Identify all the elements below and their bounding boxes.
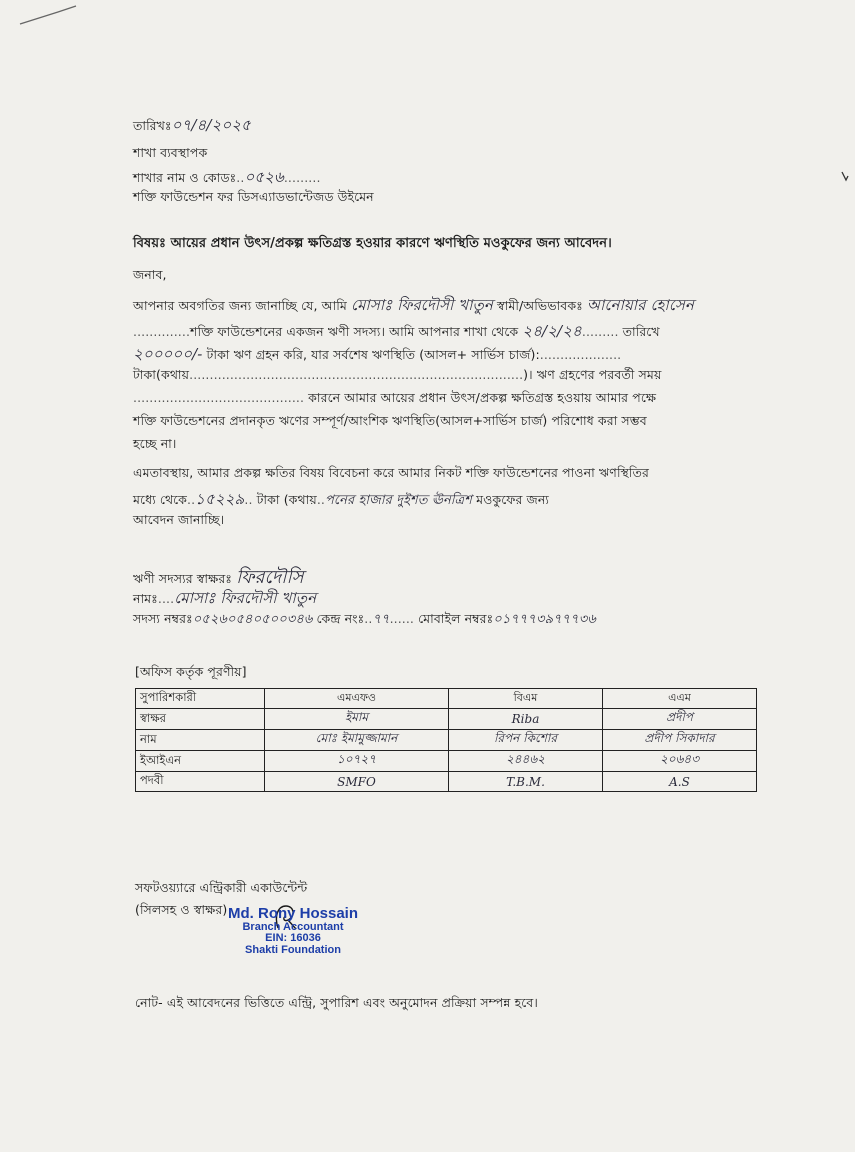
para1-line2: ..............শক্তি ফাউন্ডেশনের একজন ঋণী সদস্য। আমি আপনার শাখা থেকে ২৪/২/২৪......... তারিখে (133, 322, 660, 340)
table-header-cell: এএম (603, 689, 757, 709)
salutation: জনাব, (133, 267, 167, 282)
para2-line2: মধ্যে থেকে..১৫২২৯.. টাকা (কথায়..পনের হাজার দুইশত ঊনত্রিশ মওকুফের জন্য (133, 490, 550, 508)
loan-amount-handwritten: ২০০০০০/- (133, 345, 203, 363)
table-cell: ১০৭২৭ (265, 751, 449, 772)
member-name-label: নামঃ (133, 591, 158, 606)
para2-text: মওকুফের জন্য (476, 492, 550, 507)
para1-line4: টাকা(কথায়..................................................................................)। ঋণ গ্রহণের পরবর্তী সময় (133, 367, 662, 382)
branch-code-value: ০৫২৬ (244, 168, 284, 186)
para2-text: টাকা (কথায় (256, 492, 317, 507)
branch-code-label: শাখার নাম ও কোডঃ (133, 170, 237, 185)
row-label: পদবী (136, 772, 265, 792)
table-cell: মোঃ ইমামুজ্জামান (265, 730, 449, 751)
para1-text: আপনার অবগতির জন্য জানাচ্ছি যে, আমি (133, 298, 347, 313)
center-number-value: ৭৭ (372, 612, 390, 627)
para1-text: কারনে আমার আয়ের প্রধান উৎস/প্রকল্প ক্ষতিগ্রস্ত হওয়ায় আমার পক্ষে (308, 390, 657, 405)
member-signature: ফিরদৌসি (236, 567, 304, 588)
para1-line3: ২০০০০০/- টাকা ঋণ গ্রহন করি, যার সর্বশেষ ঋণস্থিতি (আসল+ সার্ভিস চার্জ):.................... (133, 345, 622, 363)
accountant-sub-label: (সিলসহ ও স্বাক্ষর) (135, 902, 228, 917)
row-label: ইআইএন (136, 751, 265, 772)
member-number-value: ০৫২৬০৫৪০৫০০৩৪৬ (192, 612, 313, 627)
para1-text: টাকা ঋণ গ্রহন করি, যার সর্বশেষ ঋণস্থিতি (আসল+ সার্ভিস চার্জ): (206, 347, 540, 362)
para1-line7: হচ্ছে না। (133, 436, 177, 451)
table-header-cell: সুপারিশকারী (136, 689, 265, 709)
table-cell: T.B.M. (449, 772, 603, 792)
office-use-label: [অফিস কর্তৃক পূরণীয়] (135, 664, 247, 679)
table-cell: SMFO (265, 772, 449, 792)
para1-line6: শক্তি ফাউন্ডেশনের প্রদানকৃত ঋণের সম্পূর্ণ/আংশিক ঋণস্থিতি(আসল+সার্ভিস চার্জ) পরিশোধ করা সম্ভব (133, 413, 647, 428)
member-signature-label: ঋণী সদস্যর স্বাক্ষরঃ (133, 571, 233, 586)
member-number-line: সদস্য নম্বরঃ০৫২৬০৫৪০৫০০৩৪৬ কেন্দ্র নংঃ..৭৭...... মোবাইল নম্বরঃ০১৭৭৭৩৯৭৭৭৩৬ (133, 611, 596, 627)
accountant-label: সফটওয়্যারে এন্ট্রিকারী একাউন্টেন্ট (135, 880, 308, 895)
row-label: স্বাক্ষর (136, 709, 265, 730)
table-header-cell: বিএম (449, 689, 603, 709)
waiver-amount-handwritten: ১৫২২৯ (195, 490, 245, 508)
para1-text: তারিখে (622, 324, 660, 339)
table-cell: Riba (449, 709, 603, 730)
para2-line1: এমতাবস্থায়, আমার প্রকল্প ক্ষতির বিষয় বিবেচনা করে আমার নিকট শক্তি ফাউন্ডেশনের পাওনা ঋণস্থিতির (133, 465, 649, 480)
member-number-label: সদস্য নম্বরঃ (133, 611, 193, 626)
para2-line3: আবেদন জানাচ্ছি। (133, 512, 225, 527)
table-cell: ২৪৪৬২ (449, 751, 603, 772)
accountant-stamp (228, 906, 358, 956)
para1-text: টাকা(কথায় (133, 367, 190, 382)
para1-text: )। ঋণ গ্রহণের পরবর্তী সময় (523, 367, 662, 382)
para1-line5: .......................................... কারনে আমার আয়ের প্রধান উৎস/প্রকল্প ক্ষতিগ্রস্ত হওয়ায় আমার পক্ষে (133, 390, 657, 405)
row-label: নাম (136, 730, 265, 751)
paper-edge-mark (18, 4, 78, 28)
table-row (136, 709, 757, 730)
table-row (136, 772, 757, 792)
center-number-label: কেন্দ্র নংঃ (316, 611, 365, 626)
branch-manager-label: শাখা ব্যবস্থাপক (133, 145, 208, 160)
date-value: ০৭/৪/২০২৫ (171, 116, 251, 134)
margin-tick-mark (840, 170, 850, 186)
table-header-row (136, 689, 757, 709)
member-name-handwritten: মোসাঃ ফিরদৌসী খাতুন (351, 296, 493, 314)
note-line: নোট- এই আবেদনের ভিত্তিতে এন্ট্রি, সুপারিশ এবং অনুমোদন প্রক্রিয়া সম্পন্ন হবে। (135, 995, 538, 1010)
table-cell: A.S (603, 772, 757, 792)
organization-name: শক্তি ফাউন্ডেশন ফর ডিসএ্যাডভান্টেজড উইমেন (133, 189, 374, 204)
subject-line: বিষয়ঃ আয়ের প্রধান উৎস/প্রকল্প ক্ষতিগ্রস্ত হওয়ার কারণে ঋণস্থিতি মওকুফের জন্য আবেদন। (133, 236, 612, 251)
para1-text: শক্তি ফাউন্ডেশনের একজন ঋণী সদস্য। আমি আপনার শাখা থেকে (190, 324, 519, 339)
mobile-number-label: মোবাইল নম্বরঃ (418, 611, 494, 626)
table-row (136, 751, 757, 772)
office-approval-table (135, 688, 757, 792)
loan-date-handwritten: ২৪/২/২৪ (522, 322, 582, 340)
mobile-number-value: ০১৭৭৭৩৯৭৭৭৩৬ (493, 612, 596, 627)
table-row (136, 730, 757, 751)
guardian-label: স্বামী/অভিভাবকঃ (497, 298, 583, 313)
table-cell: ২০৬৪৩ (603, 751, 757, 772)
branch-code-line: শাখার নাম ও কোডঃ..০৫২৬......... (133, 168, 321, 186)
waiver-amount-words-handwritten: পনের হাজার দুইশত ঊনত্রিশ (324, 493, 472, 508)
stamp-org: Shakti Foundation (245, 943, 341, 956)
member-name-line: নামঃ....মোসাঃ ফিরদৌসী খাতুন (133, 589, 317, 607)
stamp-title: Branch Accountant (242, 920, 344, 933)
table-cell: ইমাম (265, 709, 449, 730)
date-label: তারিখঃ (133, 118, 172, 133)
para1-line1 (133, 294, 694, 319)
stamp-ein: EIN: 16036 (265, 932, 321, 945)
table-header-cell: এমএফও (265, 689, 449, 709)
table-cell: রিপন কিশোর (449, 730, 603, 751)
table-cell: প্রদীপ (603, 709, 757, 730)
stamp-name: Md. Rony Hossain (228, 905, 359, 922)
date-line (133, 114, 251, 139)
guardian-name-handwritten: আনোয়ার হোসেন (586, 296, 694, 314)
member-name-value: মোসাঃ ফিরদৌসী খাতুন (174, 589, 317, 607)
table-cell: প্রদীপ সিকাদার (603, 730, 757, 751)
para2-text: মধ্যে থেকে (133, 492, 188, 507)
